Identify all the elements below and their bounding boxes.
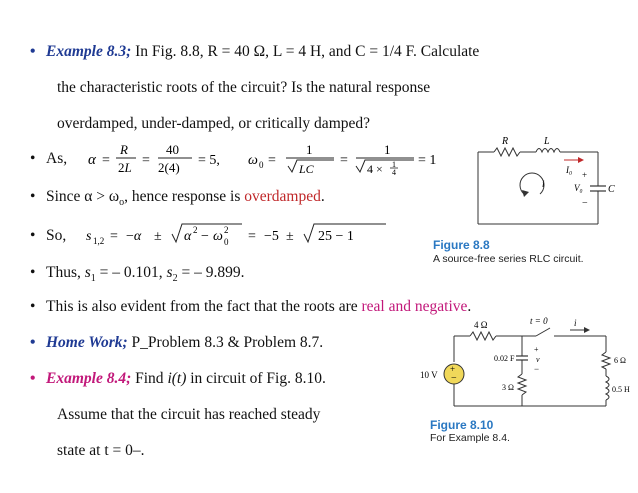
bullet-evident	[30, 297, 471, 317]
svg-text:R: R	[120, 142, 128, 157]
bullet-as	[30, 149, 67, 169]
thus-text: Thus,	[46, 264, 85, 281]
svg-text:=: =	[248, 229, 256, 244]
bullet-thus	[30, 263, 244, 289]
fig88-label-R: R	[502, 136, 509, 147]
resistor-6ohm-symbol	[602, 352, 610, 369]
svg-text:=: =	[268, 153, 276, 168]
omega-sub: o	[119, 197, 125, 209]
fig810-label-3ohm: 3 Ω	[502, 383, 514, 392]
fig88-label-L: L	[544, 136, 550, 147]
svg-text:0: 0	[259, 160, 264, 170]
svg-text:−: −	[201, 229, 209, 244]
svg-text:ω: ω	[213, 229, 223, 244]
svg-text:= 1: = 1	[418, 153, 437, 168]
s1-symbol: s	[84, 264, 91, 281]
inductor-L-symbol	[536, 149, 560, 153]
svg-text:=: =	[142, 153, 150, 168]
fig88-label-V0: V₀	[574, 183, 583, 193]
evident-post: .	[467, 298, 472, 315]
svg-text:= 5,: = 5,	[198, 153, 220, 168]
example-8-4-text-post: in circuit of Fig. 8.10.	[186, 370, 326, 387]
svg-text:=: =	[340, 153, 348, 168]
fig810-label-6ohm: 6 Ω	[614, 356, 626, 365]
evident-text: This is also evident from the fact that the roots are	[46, 298, 362, 315]
fig810-label-05H: 0.5 H	[612, 385, 630, 394]
bullet-example-8-3	[30, 42, 479, 62]
svg-text:4 ×: 4 ×	[367, 162, 383, 176]
figure-8-10-caption: For Example 8.4.	[430, 432, 510, 444]
bullet-homework	[30, 333, 323, 353]
svg-text:1,2: 1,2	[93, 236, 105, 246]
figure-8-10-title: Figure 8.10	[430, 418, 494, 432]
fig810-label-10V: 10 V	[420, 370, 438, 380]
inductor-05H-symbol	[606, 376, 609, 400]
figure-8-8-circuit	[458, 134, 618, 236]
since-text: Since α > ω	[46, 188, 120, 205]
fig810-label-minus: −	[534, 364, 540, 374]
svg-text:1: 1	[392, 160, 396, 169]
example-line-3: overdamped, under-damped, or critically damped?	[57, 115, 371, 132]
svg-text:+: +	[450, 364, 456, 374]
homework-text: P_Problem 8.3 & Problem 8.7.	[127, 334, 324, 351]
svg-text:=: =	[102, 153, 110, 168]
figure-8-8-caption: A source-free series RLC circuit.	[433, 253, 584, 265]
svg-text:−5: −5	[264, 229, 279, 244]
resistor-4ohm-symbol	[470, 332, 496, 340]
example-8-4-text-pre: Find	[131, 370, 168, 387]
it-symbol: i(t)	[167, 370, 187, 387]
bullet-dot: •	[30, 43, 36, 60]
svg-text:±: ±	[286, 229, 294, 244]
svg-text:ω: ω	[248, 153, 258, 168]
svg-text:1: 1	[384, 142, 391, 157]
overdamped-highlight: overdamped	[244, 188, 321, 205]
bullet-since	[30, 187, 325, 213]
bullet-dot: •	[30, 264, 36, 281]
svg-text:2: 2	[193, 225, 198, 235]
since-post: .	[320, 188, 325, 205]
switch-symbol	[536, 328, 550, 336]
example-label: Example 8.3;	[46, 43, 132, 60]
svg-text:40: 40	[166, 142, 179, 157]
alpha-symbol: α	[88, 152, 96, 168]
figure-8-8-title: Figure 8.8	[433, 238, 490, 252]
svg-text:LC: LC	[299, 162, 314, 176]
alpha-omega-equations	[88, 138, 437, 180]
svg-text:=: =	[110, 229, 118, 244]
svg-text:−: −	[451, 373, 457, 384]
fig88-label-plus: +	[582, 170, 588, 180]
homework-label: Home Work;	[46, 334, 128, 351]
svg-text:2(4): 2(4)	[158, 160, 180, 175]
bullet-example-8-4	[30, 369, 326, 389]
bullet-dot: •	[30, 227, 36, 244]
bullet-so	[30, 226, 66, 246]
so-label: So,	[46, 227, 67, 244]
since-mid: , hence response is	[124, 188, 245, 205]
fig88-label-i: i	[542, 179, 545, 189]
bullet-dot: •	[30, 188, 36, 205]
example-8-4-line-3: state at t = 0–.	[57, 442, 145, 459]
svg-text:25 − 1: 25 − 1	[318, 229, 354, 244]
resistor-R-symbol	[494, 148, 520, 156]
svg-text:−α: −α	[126, 229, 142, 244]
thus-mid: = – 0.101,	[95, 264, 167, 281]
fig810-label-cap: 0.02 F	[494, 354, 515, 363]
example-line-2: the characteristic roots of the circuit? Is the natural response	[57, 79, 431, 96]
thus-post: = – 9.899.	[177, 264, 245, 281]
svg-text:1: 1	[306, 142, 313, 157]
fig810-label-t0: t = 0	[530, 316, 548, 326]
fig810-label-v: v	[536, 355, 540, 364]
roots-equation	[86, 218, 426, 250]
as-label: As,	[46, 150, 68, 167]
example-8-4-line-2: Assume that the circuit has reached steady	[57, 406, 321, 423]
bullet-dot: •	[30, 370, 36, 387]
fig810-label-4ohm: 4 Ω	[474, 320, 488, 330]
fig88-label-C: C	[608, 184, 615, 195]
svg-text:s: s	[86, 229, 92, 244]
s2-symbol: s	[166, 264, 173, 281]
fig88-label-minus: −	[582, 198, 588, 209]
fig810-label-plus: +	[534, 345, 539, 354]
svg-text:α: α	[184, 229, 192, 244]
s1-sub: 1	[90, 273, 96, 285]
example-8-4-label: Example 8.4;	[46, 370, 132, 387]
fig810-label-i: i	[574, 318, 577, 328]
example-text: In Fig. 8.8, R = 40 Ω, L = 4 H, and C = 1/4 F. Calculate	[131, 43, 480, 60]
fig88-label-I0: I₀	[566, 165, 573, 175]
svg-text:±: ±	[154, 229, 162, 244]
svg-text:0: 0	[224, 237, 229, 247]
bullet-dot: •	[30, 298, 36, 315]
bullet-dot: •	[30, 150, 36, 167]
svg-text:2: 2	[224, 225, 229, 235]
real-negative-highlight: real and negative	[361, 298, 468, 315]
figure-8-10-circuit	[418, 318, 628, 416]
svg-text:4: 4	[392, 168, 396, 177]
s2-sub: 2	[172, 273, 178, 285]
resistor-3ohm-symbol	[518, 374, 526, 395]
svg-text:2L: 2L	[118, 160, 132, 175]
bullet-dot: •	[30, 334, 36, 351]
